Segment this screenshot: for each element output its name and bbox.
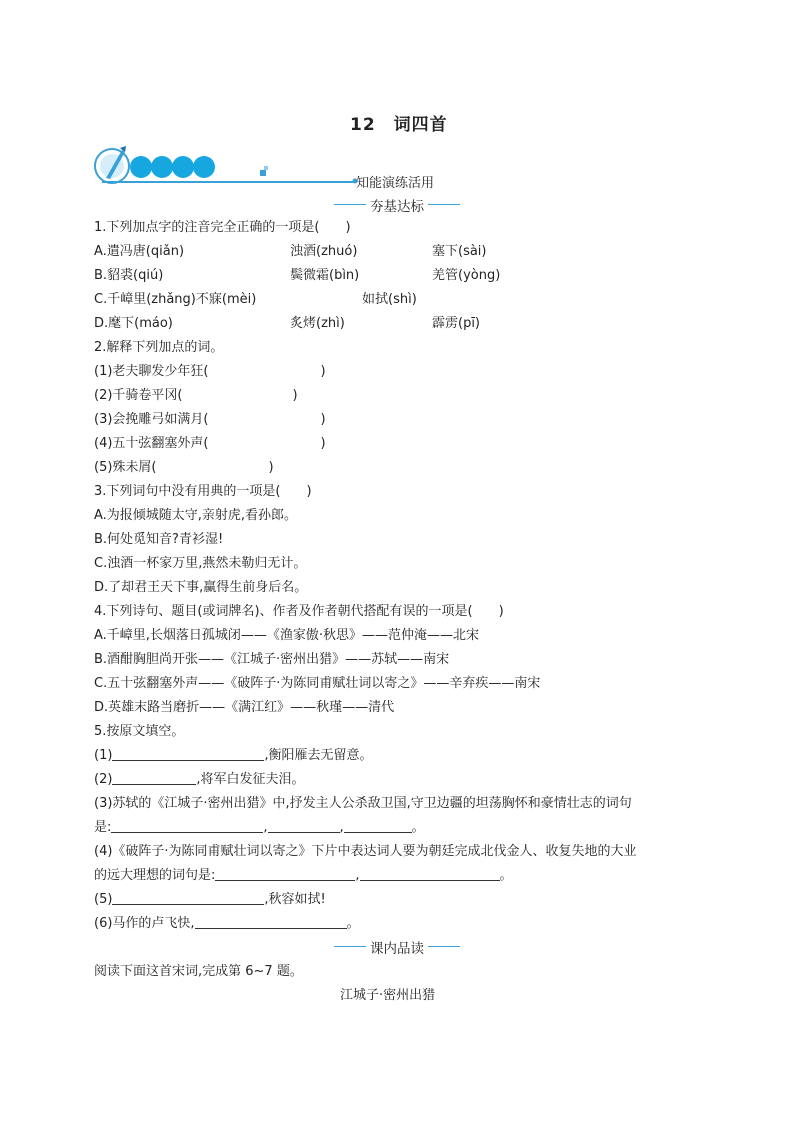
dot — [172, 156, 194, 178]
option: 霹雳(pī) — [432, 316, 481, 331]
fill-item: (4)《破阵子·为陈同甫赋壮词以寄之》下片中表达词人要为朝廷完成北伐金人、收复失地的大业 — [94, 844, 637, 859]
option: D.了却君王天下事,赢得生前身后名。 — [94, 580, 308, 595]
option: 浊酒(zhuó) — [290, 244, 358, 259]
page-title: 12 词四首 — [350, 115, 448, 135]
option: A.千嶂里,长烟落日孤城闭——《渔家傲·秋思》——范仲淹——北宋 — [94, 628, 480, 643]
dot — [193, 156, 215, 178]
question-stem: 5.按原文填空。 — [94, 724, 185, 739]
fill-item: (1) ,衡阳雁去无留意。 — [94, 748, 373, 763]
option: C.浊酒一杯家万里,燕然未勒归无计。 — [94, 556, 307, 571]
question-stem: 2.解释下列加点的词。 — [94, 340, 224, 355]
question-stem: 4.下列诗句、题目(或词牌名)、作者及作者朝代搭配有误的一项是( ) — [94, 604, 504, 619]
reading-intro: 阅读下面这首宋词,完成第 6~7 题。 — [94, 964, 303, 979]
fill-item: 是: , , 。 — [94, 820, 425, 835]
option: A.遣冯唐(qiǎn) — [94, 244, 185, 259]
option: C.千嶂里(zhǎng)不寐(mèi) — [94, 292, 257, 307]
option: C.五十弦翻塞外声——《破阵子·为陈同甫赋壮词以寄之》——辛弃疾——南宋 — [94, 676, 541, 691]
option: B.何处觅知音?青衫湿! — [94, 532, 224, 547]
fill-item: (2) ,将军白发征夫泪。 — [94, 772, 305, 787]
section-heading: 课内品读 — [370, 941, 424, 957]
answer-blank[interactable] — [111, 818, 263, 833]
question-stem: 1.下列加点字的注音完全正确的一项是( ) — [94, 220, 351, 235]
option: D.麾下(máo) — [94, 316, 173, 331]
fill-item: (3)苏轼的《江城子·密州出猎》中,抒发主人公杀敌卫国,守卫边疆的坦荡胸怀和豪情壮志的词句 — [94, 796, 632, 811]
banner-dots — [130, 156, 216, 180]
banner-label: 知能演练活用 — [356, 176, 435, 191]
section-rule-left — [334, 204, 366, 205]
option: 羌管(yòng) — [432, 268, 501, 283]
option: 炙烤(zhì) — [290, 316, 345, 331]
answer-blank[interactable] — [215, 866, 355, 881]
answer-blank[interactable] — [360, 866, 500, 881]
answer-blank[interactable] — [112, 770, 196, 785]
section-rule-right — [428, 204, 460, 205]
option: A.为报倾城随太守,亲射虎,看孙郎。 — [94, 508, 298, 523]
question-stem: 3.下列词句中没有用典的一项是( ) — [94, 484, 312, 499]
q2-item: (5)殊未屑( ) — [94, 460, 274, 475]
q2-item: (2)千骑卷平冈( ) — [94, 388, 298, 403]
q2-item: (1)老夫聊发少年狂( ) — [94, 364, 326, 379]
q2-item: (4)五十弦翻塞外声( ) — [94, 436, 326, 451]
fill-item: (5) ,秋容如拭! — [94, 892, 326, 907]
dot — [130, 156, 152, 178]
option: 如拭(shì) — [362, 292, 417, 307]
option: B.貂裘(qiú) — [94, 268, 164, 283]
option: B.酒酣胸胆尚开张——《江城子·密州出猎》——苏轼——南宋 — [94, 652, 450, 667]
section-heading: 夯基达标 — [370, 199, 424, 215]
fill-item: (6)马作的卢飞快, 。 — [94, 916, 360, 931]
answer-blank[interactable] — [195, 914, 347, 929]
option: 塞下(sài) — [432, 244, 487, 259]
answer-blank[interactable] — [112, 890, 264, 905]
answer-blank[interactable] — [268, 818, 340, 833]
section-rule-right — [428, 946, 460, 947]
option: D.英雄末路当磨折——《满江红》——秋瑾——清代 — [94, 700, 395, 715]
section-rule-left — [334, 946, 366, 947]
option: 鬓微霜(bìn) — [290, 268, 360, 283]
fill-item: 的远大理想的词句是: , 。 — [94, 868, 513, 883]
answer-blank[interactable] — [112, 746, 264, 761]
poem-title: 江城子·密州出猎 — [340, 988, 436, 1003]
q2-item: (3)会挽雕弓如满月( ) — [94, 412, 326, 427]
answer-blank[interactable] — [344, 818, 412, 833]
dot — [151, 156, 173, 178]
